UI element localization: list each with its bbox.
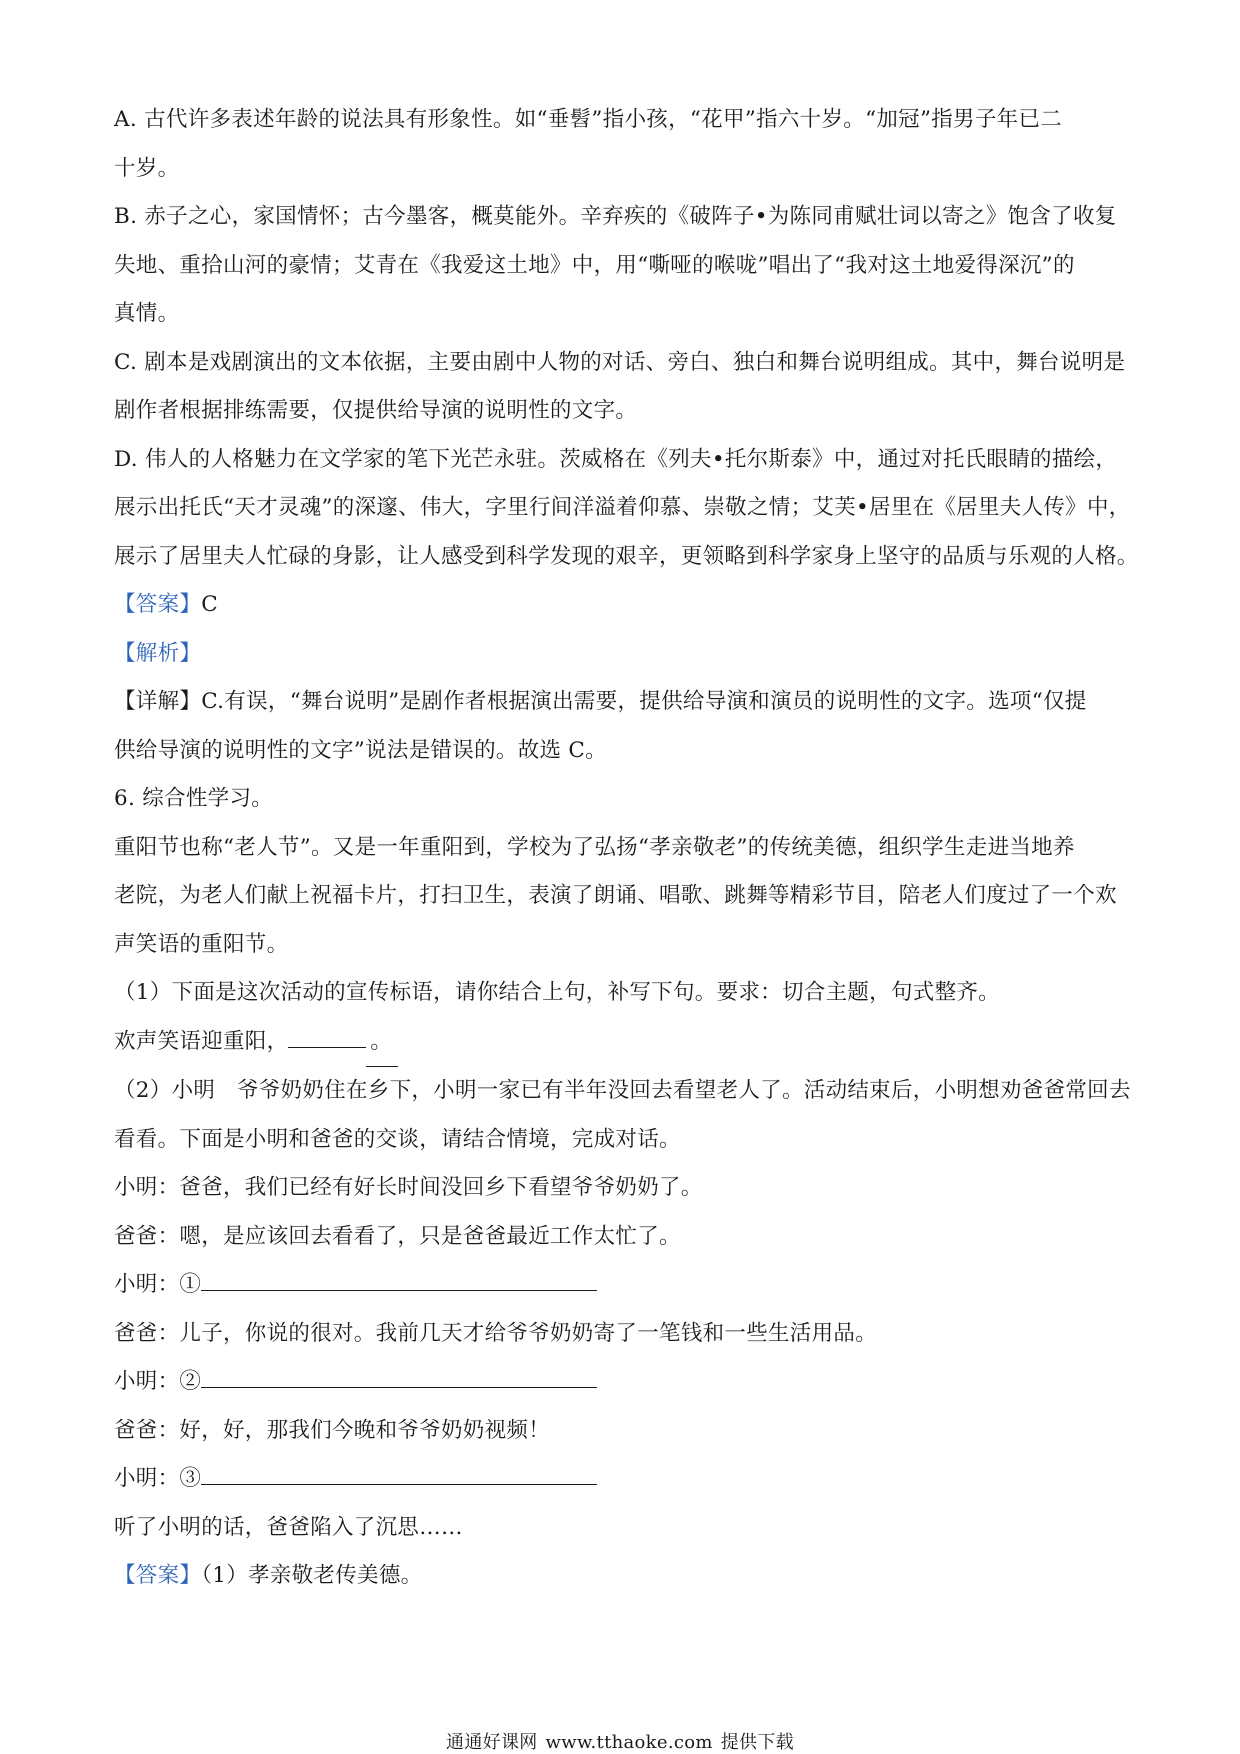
slogan-fill-line xyxy=(114,1018,1134,1068)
answer-line-q5 xyxy=(114,581,1134,630)
dialogue-prefix-3: 小明：③ xyxy=(114,1466,202,1491)
dialogue-prefix-2: 小明：② xyxy=(114,1369,202,1394)
question-6-passage-line-2: 老院，为老人们献上祝福卡片，打扫卫生，表演了朗诵、唱歌、跳舞等精彩节目，陪老人们度过了一个欢 xyxy=(114,883,1117,908)
question-6-title: 6. 综合性学习。 xyxy=(114,786,274,811)
answer-value-q6: （1）孝亲敬老传美德。 xyxy=(201,1563,423,1588)
detail-line-1: 【详解】C.有误，“舞台说明”是剧作者根据演出需要，提供给导演和演员的说明性的文字。选项“仅提 xyxy=(114,689,1087,714)
answer-tag: 【答案】 xyxy=(114,592,202,617)
dialogue-blank-2[interactable] xyxy=(201,1367,597,1388)
analysis-line xyxy=(114,630,1134,679)
option-b-line-1: B. 赤子之心，家国情怀；古今墨客，概莫能外。辛弃疾的《破阵子•为陈同甫赋壮词以寄之》饱含了收复 xyxy=(114,204,1117,229)
option-b-line-3: 真情。 xyxy=(114,301,180,326)
dialogue-blank-1[interactable] xyxy=(201,1270,597,1291)
option-c-line-1: C. 剧本是戏剧演出的文本依据，主要由剧中人物的对话、旁白、独白和舞台说明组成。其中，舞台说明是 xyxy=(114,349,1126,375)
slogan-period: 。 xyxy=(366,1018,398,1068)
option-b-line-2: 失地、重拾山河的豪情；艾青在《我爱这土地》中，用“嘶哑的喉咙”唱出了“我对这土地爱得深沉”的 xyxy=(114,252,1075,278)
page-footer xyxy=(0,1728,1240,1754)
slogan-blank[interactable] xyxy=(288,1027,366,1048)
option-c-line-2: 剧作者根据排练需要，仅提供给导演的说明性的文字。 xyxy=(114,398,638,423)
sub-question-1: （1）下面是这次活动的宣传标语，请你结合上句，补写下句。要求：切合主题，句式整齐。 xyxy=(114,980,1000,1005)
option-d-line-2: 展示出托氏“天才灵魂”的深邃、伟大，字里行间洋溢着仰慕、崇敬之情；艾芙•居里在《居里夫人传》中， xyxy=(114,495,1131,520)
answer-value: C xyxy=(201,592,218,617)
answer-line-q6 xyxy=(114,1552,1134,1601)
footer-site-url[interactable]: www.tthaoke.com xyxy=(545,1732,713,1753)
dialogue-line-5 xyxy=(114,1358,1134,1407)
answer-tag-q6: 【答案】 xyxy=(114,1563,202,1588)
option-d-line-1: D. 伟人的人格魅力在文学家的笔下光芒永驻。茨威格在《列夫•托尔斯泰》中，通过对托氏眼睛的描绘， xyxy=(114,446,1118,472)
dialogue-line-3 xyxy=(114,1261,1134,1310)
dialogue-line-1: 小明：爸爸，我们已经有好长时间没回乡下看望爷爷奶奶了。 xyxy=(114,1175,703,1200)
footer-site-name: 通通好课网 xyxy=(446,1732,538,1753)
option-a-line-2: 十岁。 xyxy=(114,155,180,181)
question-6-passage-line-3: 声笑语的重阳节。 xyxy=(114,931,289,957)
dialogue-line-7 xyxy=(114,1455,1134,1504)
dialogue-prefix-1: 小明：① xyxy=(114,1272,202,1297)
dialogue-line-8: 听了小明的话，爸爸陷入了沉思…… xyxy=(114,1514,463,1540)
footer-provider: 提供下载 xyxy=(720,1732,794,1753)
question-6-passage-line-1: 重阳节也称“老人节”。又是一年重阳到，学校为了弘扬“孝亲敬老”的传统美德，组织学生走进当地养 xyxy=(114,834,1075,860)
dialogue-line-2: 爸爸：嗯，是应该回去看看了，只是爸爸最近工作太忙了。 xyxy=(114,1223,681,1249)
sub-question-2-line-2: 看看。下面是小明和爸爸的交谈，请结合情境，完成对话。 xyxy=(114,1126,681,1152)
analysis-tag: 【解析】 xyxy=(114,640,202,666)
sub-question-2-line-1: （2）小明 爷爷奶奶住在乡下，小明一家已有半年没回去看望老人了。活动结束后，小明想劝爸爸常回去 xyxy=(114,1078,1131,1103)
slogan-first-half: 欢声笑语迎重阳， xyxy=(114,1028,289,1054)
dialogue-line-6: 爸爸：好，好，那我们今晚和爷爷奶奶视频！ xyxy=(114,1417,551,1443)
option-a-line-1: A. 古代许多表述年龄的说法具有形象性。如“垂髫”指小孩，“花甲”指六十岁。“加冠”指男子年已二 xyxy=(114,107,1063,132)
document-page xyxy=(114,96,1139,1601)
detail-line-2: 供给导演的说明性的文字”说法是错误的。故选 C。 xyxy=(114,737,607,763)
dialogue-blank-3[interactable] xyxy=(201,1464,597,1485)
option-d-line-3: 展示了居里夫人忙碌的身影，让人感受到科学发现的艰辛，更领略到科学家身上坚守的品质与乐观的人格。 xyxy=(114,543,1139,569)
dialogue-line-4: 爸爸：儿子，你说的很对。我前几天才给爷爷奶奶寄了一笔钱和一些生活用品。 xyxy=(114,1320,878,1346)
